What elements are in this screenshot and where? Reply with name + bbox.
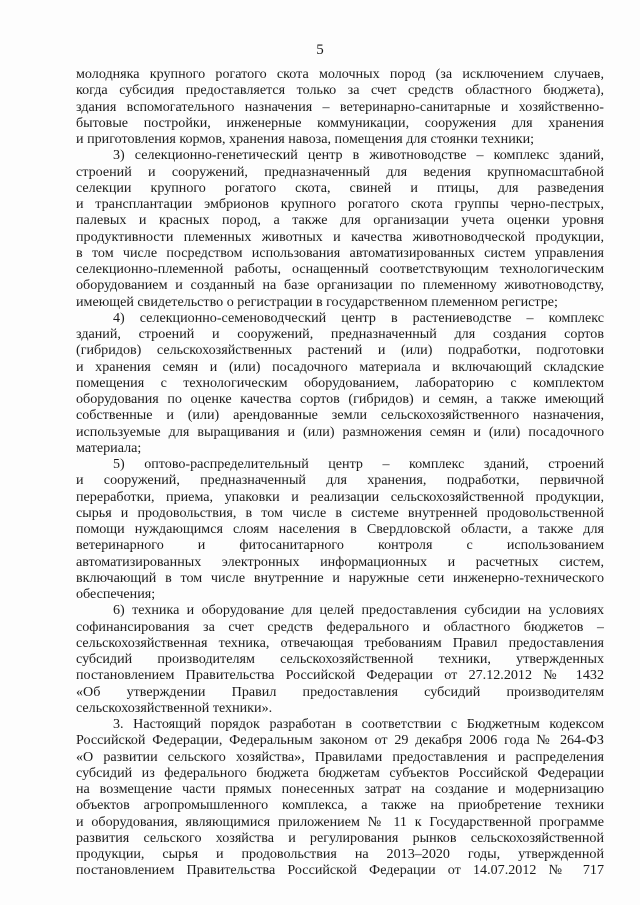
text-line: 3) селекционно-генетический центр в животноводстве – комплекс зданий, bbox=[113, 147, 604, 164]
text-line: постановлением Правительства Российской Федерации от 14.07.2012 № 717 bbox=[76, 862, 604, 879]
text-line: оборудования по оценке качества сортов (гибридов) и семян, а также имеющий bbox=[76, 391, 604, 407]
text-line: переработки, приема, упаковки и реализации сельскохозяйственной продукции, bbox=[76, 488, 604, 505]
text-line: и трансплантации эмбрионов крупного рогатого скота группы черно-пестрых, bbox=[76, 196, 604, 212]
text-line: автоматизированных электронных информационных и расчетных систем, bbox=[76, 553, 604, 570]
text-line: продукции, сырья и продовольствия на 2013–2020 годы, утвержденной bbox=[76, 846, 604, 862]
text-line: бытовые постройки, инженерные коммуникации, сооружения для хранения bbox=[76, 114, 604, 131]
text-line: селекционно-племенной работы, оснащенный соответствующим технологическим bbox=[76, 261, 604, 277]
text-line: обеспечения; bbox=[76, 586, 156, 602]
text-line: материала; bbox=[76, 439, 142, 456]
text-line: (гибридов) сельскохозяйственных растений и (или) подработки, подготовки bbox=[76, 342, 604, 359]
text-line: «О развитии сельского хозяйства», Правилами предоставления и распределения bbox=[76, 748, 604, 765]
text-line: строений и сооружений, предназначенный для ведения крупномасштабной bbox=[76, 163, 604, 180]
text-line: 3. Настоящий порядок разработан в соответствии с Бюджетным кодексом bbox=[113, 716, 604, 732]
text-line: в том числе посредством использования автоматизированных систем управления bbox=[76, 244, 604, 261]
text-line: 6) техника и оборудование для целей предоставления субсидии на условиях bbox=[113, 602, 604, 619]
text-line: помощи нуждающимся слоям населения в Свердловской области, а также для bbox=[76, 521, 604, 537]
text-line: субсидий из федерального бюджета бюджетам субъектов Российской Федерации bbox=[76, 764, 604, 781]
text-line: помещения с технологическим оборудованием, лабораторию с комплектом bbox=[76, 374, 604, 391]
text-line: субсидий производителям сельскохозяйственной техники, утвержденных bbox=[76, 651, 604, 667]
text-line: включающий в том числе внутренние и наружные сети инженерно-технического bbox=[76, 569, 604, 586]
text-line: и хранения семян и (или) посадочного материала и включающий складские bbox=[76, 358, 604, 375]
text-line: собственные и (или) арендованные земли сельскохозяйственного назначения, bbox=[76, 407, 604, 424]
text-line: здания вспомогательного назначения – ветеринарно-санитарные и хозяйственно- bbox=[76, 98, 604, 115]
text-line: сырья и продовольствия, в том числе в системе внутренней продовольственной bbox=[76, 504, 604, 521]
text-line: и оборудования, являющимися приложением № 11 к Государственной программе bbox=[76, 813, 604, 830]
text-line: имеющей свидетельство о регистрации в государственном племенном регистре; bbox=[76, 293, 558, 310]
text-line: используемые для выращивания и (или) размножения семян и (или) посадочного bbox=[76, 423, 604, 440]
text-line: сельскохозяйственной техники». bbox=[76, 699, 273, 716]
text-line: Российской Федерации, Федеральным законом от 29 декабря 2006 года № 264-ФЗ bbox=[76, 732, 604, 749]
text-line: сельскохозяйственная техника, отвечающая требованиям Правил предоставления bbox=[76, 634, 604, 651]
text-line: объектов агропромышленного комплекса, а также на приобретение техники bbox=[76, 797, 604, 814]
text-line: софинансирования за счет средств федерального и областного бюджетов – bbox=[76, 618, 604, 635]
text-line: и сооружений, предназначенный для хранения, подработки, первичной bbox=[76, 472, 604, 489]
text-line: зданий, строений и сооружений, предназначенный для создания сортов bbox=[76, 326, 604, 342]
page-number: 5 bbox=[316, 42, 324, 58]
text-line: селекции крупного рогатого скота, свиней и птицы, для разведения bbox=[76, 179, 604, 196]
text-line: оборудованием и созданный на базе организации по племенному животноводству, bbox=[76, 277, 604, 294]
text-line: палевых и красных пород, а также для организации учета оценки уровня bbox=[76, 212, 604, 229]
text-line: постановлением Правительства Российской Федерации от 27.12.2012 № 1432 bbox=[76, 667, 604, 684]
body-text bbox=[76, 66, 604, 879]
text-line: 4) селекционно-семеноводческий центр в растениеводстве – комплекс bbox=[113, 309, 604, 326]
text-line: продуктивности племенных животных и качества животноводческой продукции, bbox=[76, 228, 604, 245]
text-line: «Об утверждении Правил предоставления субсидий производителям bbox=[76, 683, 604, 700]
text-line: молодняка крупного рогатого скота молочных пород (за исключением случаев, bbox=[76, 66, 604, 82]
text-line: ветеринарного и фитосанитарного контроля с использованием bbox=[76, 537, 604, 554]
text-line: и приготовления кормов, хранения навоза, помещения для стоянки техники; bbox=[76, 131, 535, 147]
text-line: когда субсидия предоставляется только за счет средств областного бюджета), bbox=[76, 82, 604, 99]
text-line: на возмещение части прямых понесенных затрат на создание и модернизацию bbox=[76, 781, 604, 797]
text-line: 5) оптово-распределительный центр – комплекс зданий, строений bbox=[113, 456, 604, 472]
text-line: развития сельского хозяйства и регулирования рынков сельскохозяйственной bbox=[76, 829, 604, 846]
